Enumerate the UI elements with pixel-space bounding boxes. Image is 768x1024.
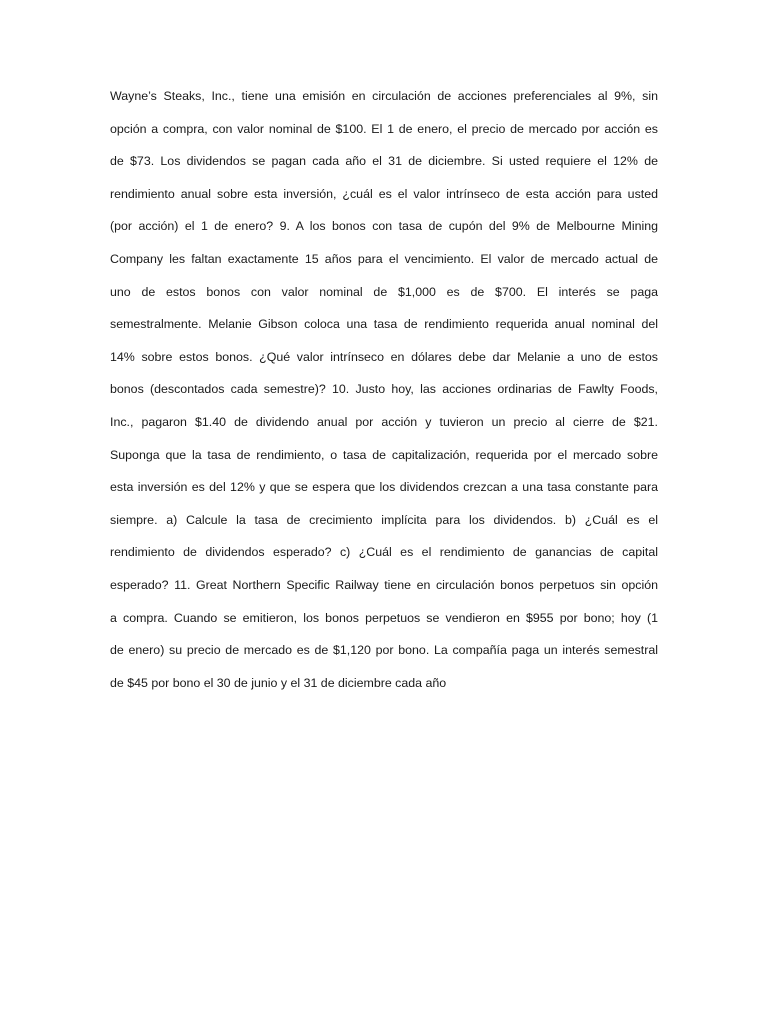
text-line: rendimiento anual sobre esta inversión, ¿cuál es el valor intrínseco de esta acción para usted	[110, 186, 658, 201]
text-line: uno de estos bonos con valor nominal de $1,000 es de $700. El interés se paga	[110, 284, 658, 299]
text-line: siempre. a) Calcule la tasa de crecimiento implícita para los dividendos. b) ¿Cuál es el	[110, 512, 658, 527]
text-line: de enero) su precio de mercado es de $1,120 por bono. La compañía paga un interés semestral	[110, 643, 658, 658]
text-line: a compra. Cuando se emitieron, los bonos perpetuos se vendieron en $955 por bono; hoy (1	[110, 610, 658, 625]
text-line: de $45 por bono el 30 de junio y el 31 de diciembre cada año	[110, 675, 447, 690]
text-line: bonos (descontados cada semestre)? 10. Justo hoy, las acciones ordinarias de Fawlty Foods,	[110, 382, 658, 397]
text-line: rendimiento de dividendos esperado? c) ¿Cuál es el rendimiento de ganancias de capital	[110, 545, 658, 560]
text-line: Wayne’s Steaks, Inc., tiene una emisión en circulación de acciones preferenciales al 9%, sin	[110, 89, 658, 103]
text-line: Suponga que la tasa de rendimiento, o tasa de capitalización, requerida por el mercado sobre	[110, 447, 658, 462]
text-line: esperado? 11. Great Northern Specific Railway tiene en circulación bonos perpetuos sin opción	[110, 577, 658, 592]
text-line: esta inversión es del 12% y que se espera que los dividendos crezcan a una tasa constante para	[110, 480, 658, 495]
document-body	[110, 80, 658, 699]
text-line: 14% sobre estos bonos. ¿Qué valor intrínseco en dólares debe dar Melanie a uno de estos	[110, 349, 658, 364]
text-line: semestralmente. Melanie Gibson coloca una tasa de rendimiento requerida anual nominal del	[110, 317, 658, 332]
text-line: opción a compra, con valor nominal de $100. El 1 de enero, el precio de mercado por acción es	[110, 121, 658, 136]
text-line: (por acción) el 1 de enero? 9. A los bonos con tasa de cupón del 9% de Melbourne Mining	[110, 219, 658, 234]
text-line: Inc., pagaron $1.40 de dividendo anual por acción y tuvieron un precio al cierre de $21.	[110, 414, 658, 429]
text-line: de $73. Los dividendos se pagan cada año el 31 de diciembre. Si usted requiere el 12% de	[110, 154, 658, 169]
text-line: Company les faltan exactamente 15 años para el vencimiento. El valor de mercado actual de	[110, 251, 658, 266]
